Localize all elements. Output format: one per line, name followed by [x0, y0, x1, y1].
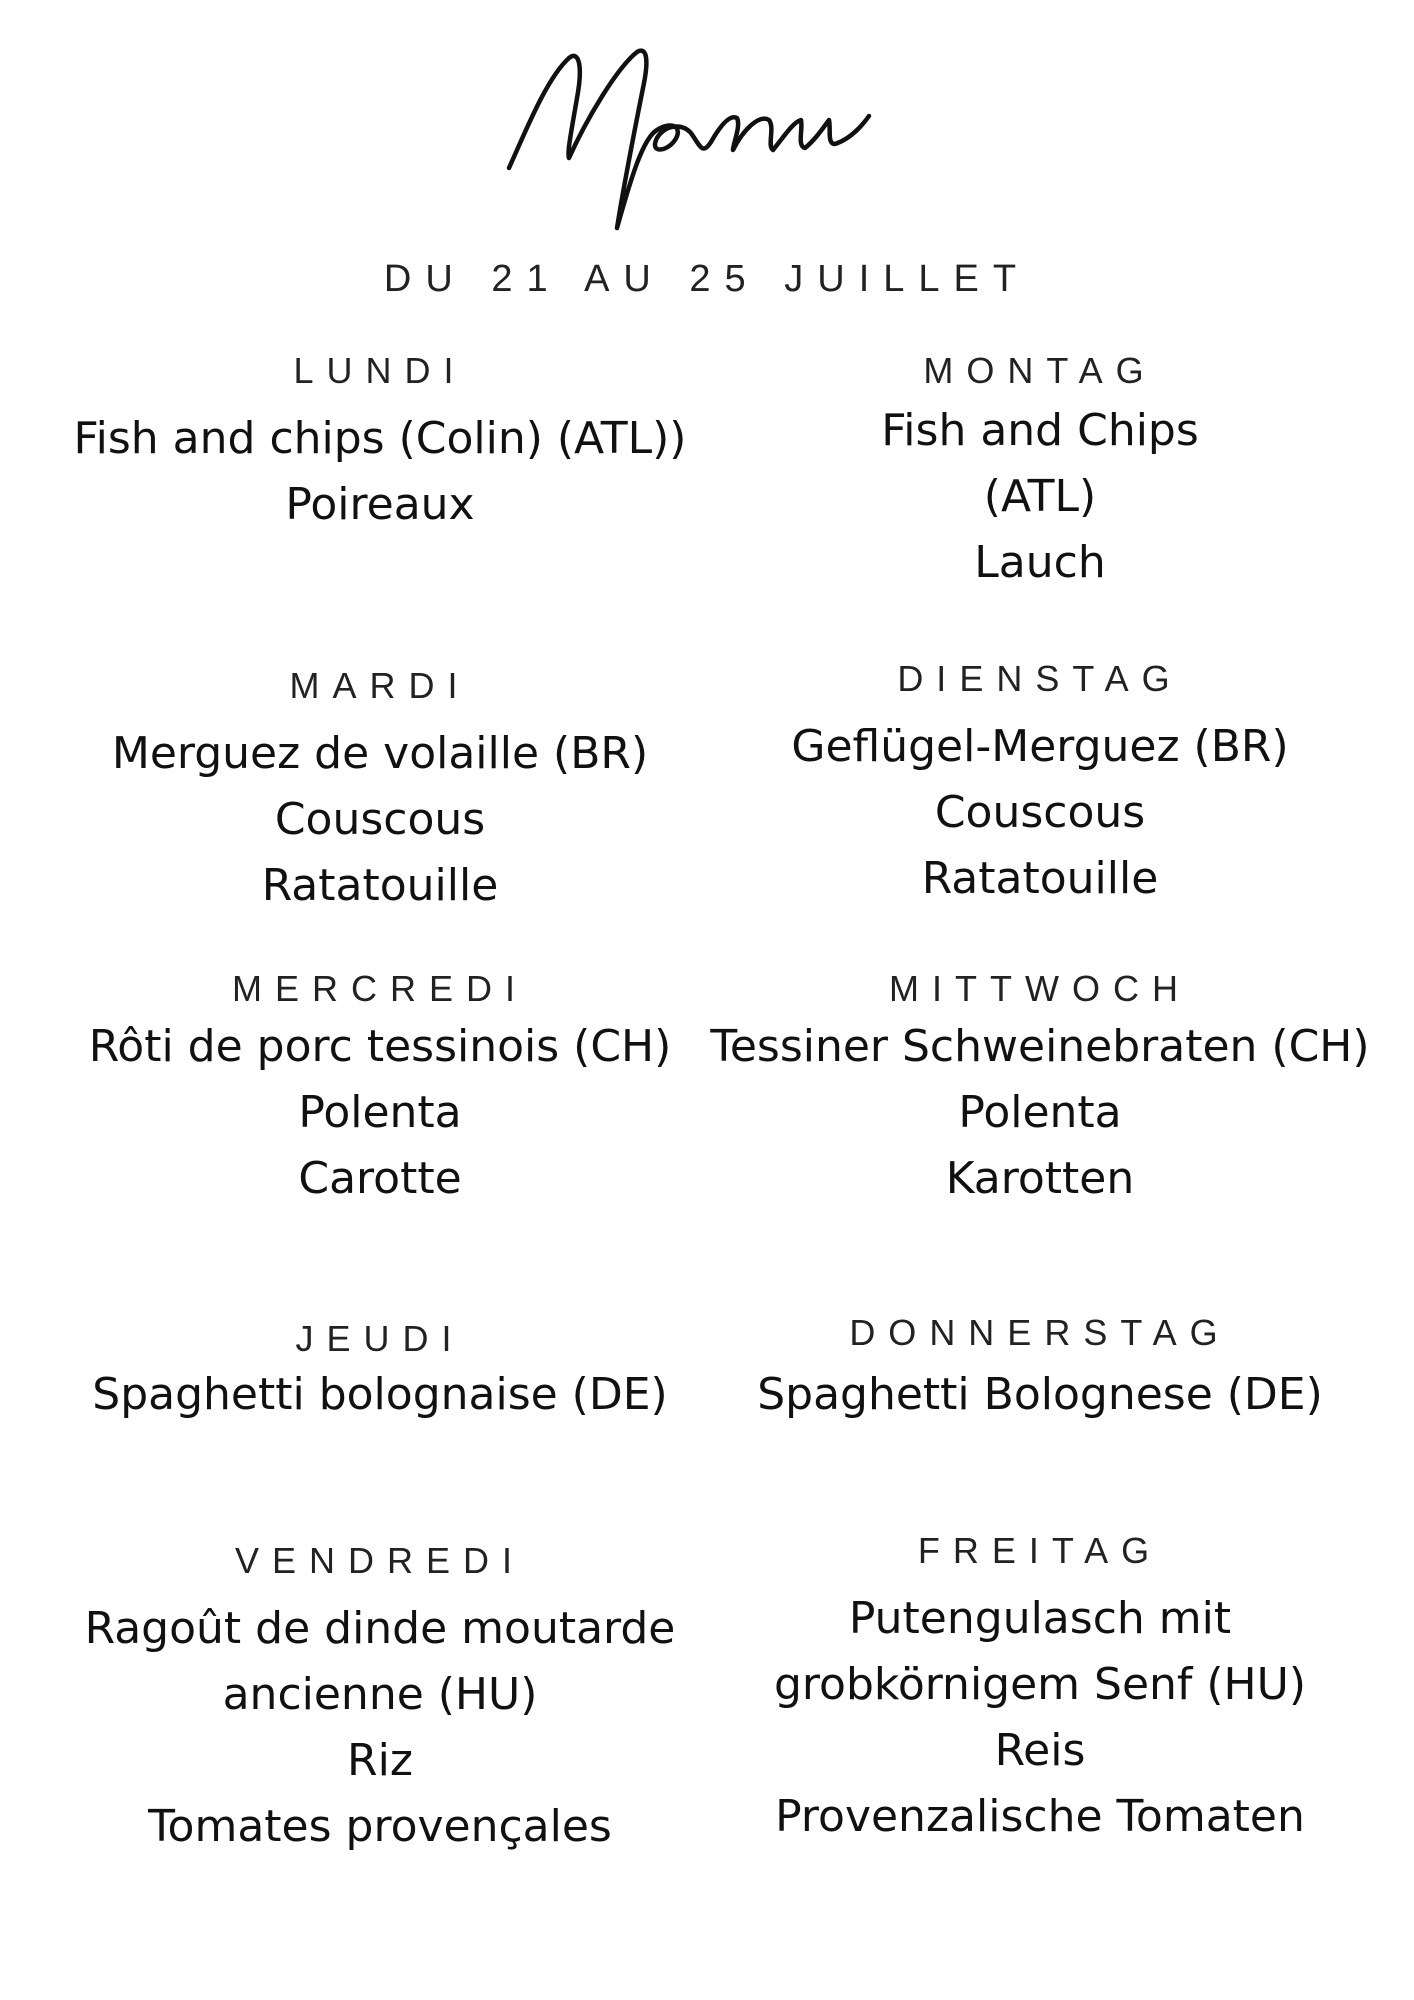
- day-section-vendredi: [60, 1540, 700, 1860]
- dish-item: Karotten: [945, 1153, 1135, 1204]
- dish-item: Fish and Chips: [881, 405, 1199, 456]
- dish-item: Couscous: [274, 794, 486, 845]
- dish-item: Reis: [994, 1725, 1086, 1776]
- menu-title: [0, 18, 1414, 258]
- dish-item: Couscous: [934, 787, 1146, 838]
- dish-item: Ratatouille: [921, 853, 1159, 904]
- dish-list: [710, 1362, 1370, 1428]
- dish-item: Tessiner Schweinebraten (CH): [710, 1021, 1370, 1072]
- dish-item: Provenzalische Tomaten: [775, 1791, 1305, 1842]
- day-section-mittwoch: [710, 968, 1370, 1212]
- day-section-mardi: [60, 665, 700, 919]
- day-section-freitag: [710, 1530, 1370, 1850]
- dish-item: Polenta: [298, 1087, 462, 1138]
- dish-item: Ratatouille: [261, 860, 499, 911]
- dish-item: Tomates provençales: [148, 1801, 612, 1852]
- day-label-mercredi: MERCREDI: [231, 968, 528, 1009]
- dish-item: ancienne (HU): [222, 1669, 538, 1720]
- day-label-lundi: LUNDI: [293, 350, 467, 391]
- dish-item: Geflügel-Merguez (BR): [791, 721, 1289, 772]
- dish-list: [710, 398, 1370, 596]
- day-section-donnerstag: [710, 1312, 1370, 1428]
- day-section-dienstag: [710, 658, 1370, 912]
- day-label-freitag: FREITAG: [917, 1530, 1163, 1571]
- dish-list: [710, 1014, 1370, 1212]
- dish-list: [60, 1014, 700, 1212]
- day-section-montag: [710, 350, 1370, 596]
- day-section-jeudi: [60, 1318, 700, 1428]
- dish-item: Ragoût de dinde moutarde: [84, 1603, 676, 1654]
- day-section-lundi: [60, 350, 700, 538]
- date-range: DU 21 AU 25 JUILLET: [383, 258, 1031, 300]
- dish-item: Merguez de volaille (BR): [111, 728, 649, 779]
- dish-list: [60, 406, 700, 538]
- dish-item: Rôti de porc tessinois (CH): [88, 1021, 672, 1072]
- dish-item: Fish and chips (Colin) (ATL)): [73, 413, 687, 464]
- day-label-jeudi: JEUDI: [295, 1318, 465, 1359]
- dish-list: [710, 1586, 1370, 1850]
- dish-item: Spaghetti bolognaise (DE): [92, 1369, 668, 1420]
- day-label-mardi: MARDI: [289, 665, 471, 706]
- dish-list: [60, 1362, 700, 1428]
- dish-item: Putengulasch mit: [848, 1593, 1232, 1644]
- day-label-donnerstag: DONNERSTAG: [849, 1312, 1231, 1353]
- dish-list: [60, 1596, 700, 1860]
- dish-item: (ATL): [983, 471, 1097, 522]
- dish-item: Riz: [347, 1735, 413, 1786]
- day-label-montag: MONTAG: [923, 350, 1157, 391]
- menu-title-text: Menu: [707, 253, 710, 254]
- dish-item: Lauch: [974, 537, 1106, 588]
- menu-script-logo: [497, 18, 917, 258]
- day-label-dienstag: DIENSTAG: [897, 658, 1183, 699]
- dish-item: Poireaux: [285, 479, 475, 530]
- dish-item: grobkörnigem Senf (HU): [774, 1659, 1306, 1710]
- dish-list: [60, 721, 700, 919]
- dish-list: [710, 714, 1370, 912]
- day-label-vendredi: VENDREDI: [234, 1540, 526, 1581]
- day-section-mercredi: [60, 968, 700, 1212]
- dish-item: Carotte: [298, 1153, 462, 1204]
- day-label-mittwoch: MITTWOCH: [889, 968, 1191, 1009]
- dish-item: Polenta: [958, 1087, 1122, 1138]
- dish-item: Spaghetti Bolognese (DE): [757, 1369, 1323, 1420]
